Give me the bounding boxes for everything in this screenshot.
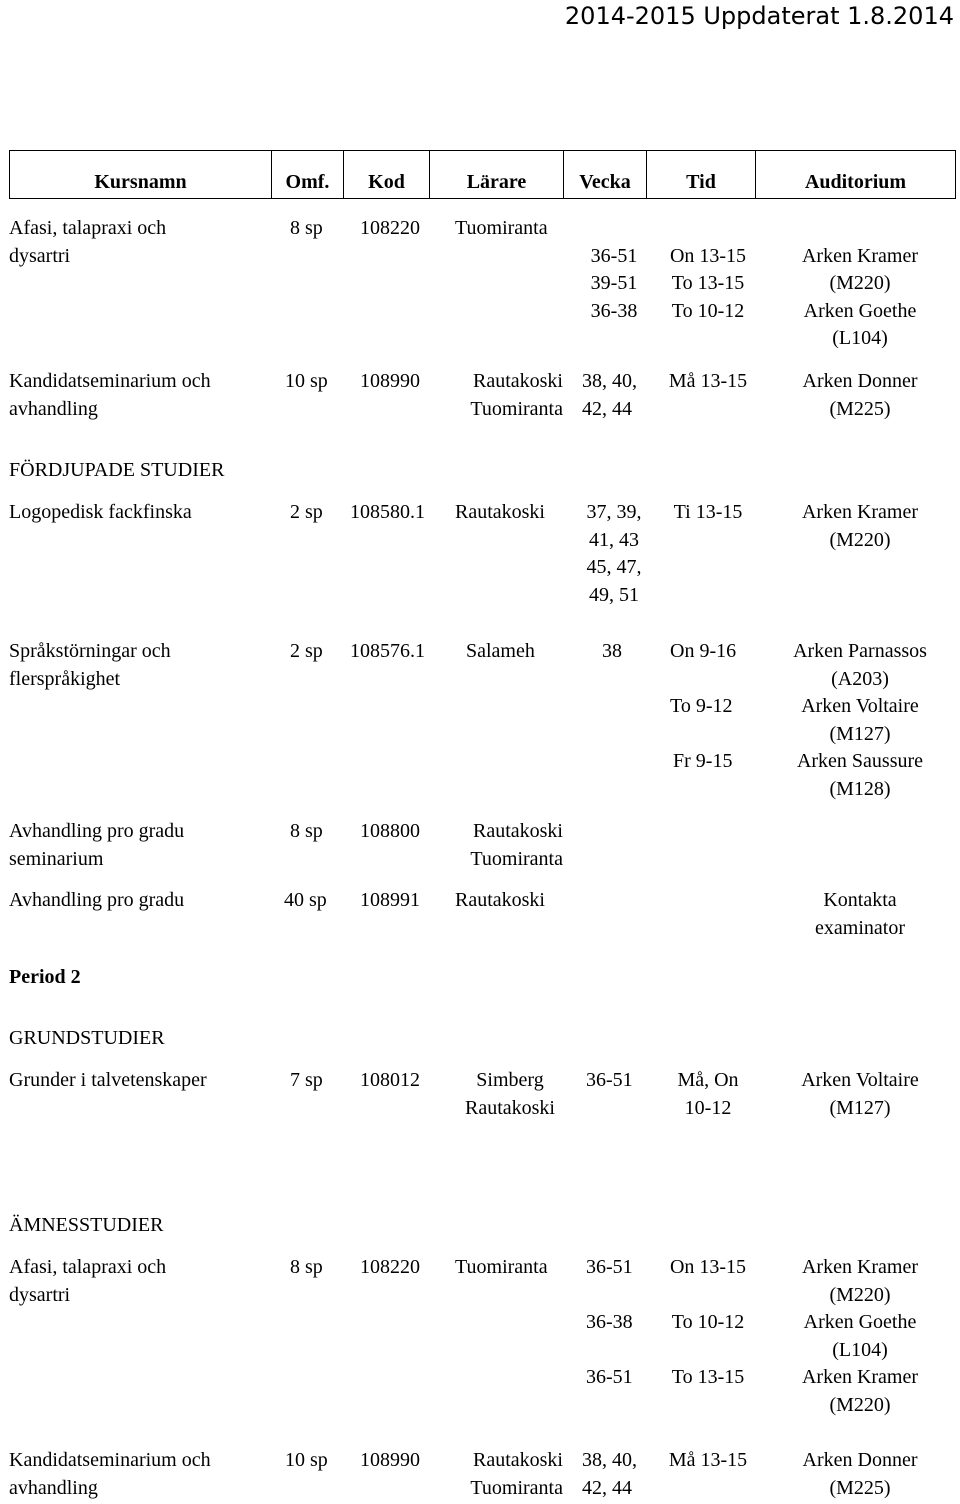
course-omf: 8 sp bbox=[290, 1256, 323, 1278]
course-tid: Må 13-15 bbox=[668, 1449, 748, 1471]
course-vecka-3: 36-51 bbox=[586, 1366, 633, 1388]
column-header-row bbox=[9, 150, 956, 199]
course-omf: 8 sp bbox=[290, 820, 323, 842]
course-name: Grunder i talvetenskaper bbox=[9, 1069, 207, 1091]
course-vecka-1: 36-51 bbox=[586, 1256, 633, 1278]
course-vecka: 37, 39, 41, 43 45, 47, 49, 51 bbox=[586, 501, 642, 606]
course-tid-3: Fr 9-15 bbox=[673, 750, 733, 772]
course-larare: Rautakoski bbox=[455, 501, 545, 523]
course-auditorium: Arken Kramer (M220) Arken Goethe (L104) Arken Kramer (M220) bbox=[801, 1256, 919, 1416]
course-kod: 108800 bbox=[360, 820, 420, 842]
course-kod: 108990 bbox=[360, 370, 420, 392]
course-kod: 108220 bbox=[360, 1256, 420, 1278]
course-larare: Rautakoski Tuomiranta bbox=[470, 370, 563, 420]
course-name: Kandidatseminarium och avhandling bbox=[9, 1449, 211, 1499]
course-omf: 7 sp bbox=[290, 1069, 323, 1091]
col-auditorium: Auditorium bbox=[756, 151, 956, 199]
course-larare: Rautakoski Tuomiranta bbox=[470, 1449, 563, 1499]
course-vecka: 36-51 39-51 36-38 bbox=[590, 244, 638, 322]
course-omf: 10 sp bbox=[285, 370, 328, 392]
course-tid-1: On 13-15 bbox=[669, 1256, 747, 1278]
course-omf: 8 sp bbox=[290, 217, 323, 239]
course-tid-2: To 9-12 bbox=[670, 695, 733, 717]
course-vecka: 38, 40, 42, 44 bbox=[582, 1449, 637, 1499]
col-tid: Tid bbox=[647, 151, 756, 199]
course-tid-2: To 10-12 bbox=[671, 1311, 745, 1333]
course-larare: Rautakoski Tuomiranta bbox=[470, 820, 563, 870]
col-omf: Omf. bbox=[272, 151, 344, 199]
course-name: Avhandling pro gradu bbox=[9, 889, 185, 911]
course-vecka: 36-51 bbox=[586, 1069, 633, 1091]
course-name: Afasi, talapraxi och dysartri bbox=[9, 217, 167, 267]
col-vecka: Vecka bbox=[564, 151, 647, 199]
course-kod: 108012 bbox=[360, 1069, 420, 1091]
section-heading: FÖRDJUPADE STUDIER bbox=[9, 459, 225, 481]
course-tid: Må, On 10-12 bbox=[677, 1069, 739, 1119]
course-auditorium: Arken Donner (M225) bbox=[802, 1449, 918, 1499]
course-tid-3: To 13-15 bbox=[671, 1366, 745, 1388]
col-kursnamn: Kursnamn bbox=[10, 151, 272, 199]
course-larare: Salameh bbox=[466, 640, 535, 662]
course-auditorium: Arken Kramer (M220) bbox=[801, 501, 919, 551]
course-kod: 108220 bbox=[360, 217, 420, 239]
col-kod: Kod bbox=[344, 151, 430, 199]
period-heading: Period 2 bbox=[9, 966, 81, 988]
course-larare: Tuomiranta bbox=[455, 217, 548, 239]
course-name: Språkstörningar och flerspråkighet bbox=[9, 640, 171, 690]
course-auditorium: Kontakta examinator bbox=[815, 889, 905, 939]
course-omf: 2 sp bbox=[290, 501, 323, 523]
course-larare: Rautakoski bbox=[455, 889, 545, 911]
course-omf: 2 sp bbox=[290, 640, 323, 662]
col-larare: Lärare bbox=[430, 151, 564, 199]
course-auditorium: Arken Donner (M225) bbox=[802, 370, 918, 420]
course-larare: Tuomiranta bbox=[455, 1256, 548, 1278]
course-auditorium: Arken Parnassos (A203) Arken Voltaire (M127) Arken Saussure (M128) bbox=[793, 640, 927, 800]
course-vecka: 38, 40, 42, 44 bbox=[582, 370, 637, 420]
course-kod: 108580.1 bbox=[350, 501, 425, 523]
course-kod: 108576.1 bbox=[350, 640, 425, 662]
course-auditorium: Arken Voltaire (M127) bbox=[801, 1069, 919, 1119]
course-tid: Ti 13-15 bbox=[673, 501, 743, 523]
course-name: Afasi, talapraxi och dysartri bbox=[9, 1256, 167, 1306]
course-kod: 108991 bbox=[360, 889, 420, 911]
course-omf: 10 sp bbox=[285, 1449, 328, 1471]
course-name: Logopedisk fackfinska bbox=[9, 501, 192, 523]
section-heading: GRUNDSTUDIER bbox=[9, 1027, 165, 1049]
course-auditorium: Arken Kramer (M220) Arken Goethe (L104) bbox=[801, 244, 919, 349]
course-tid: On 13-15 To 13-15 To 10-12 bbox=[669, 244, 747, 322]
course-tid-1: On 9-16 bbox=[670, 640, 737, 662]
course-larare: Simberg Rautakoski bbox=[465, 1069, 555, 1119]
course-name: Kandidatseminarium och avhandling bbox=[9, 370, 211, 420]
section-heading: ÄMNESSTUDIER bbox=[9, 1214, 164, 1236]
course-kod: 108990 bbox=[360, 1449, 420, 1471]
course-tid: Må 13-15 bbox=[668, 370, 748, 392]
course-vecka-2: 36-38 bbox=[586, 1311, 633, 1333]
course-omf: 40 sp bbox=[284, 889, 327, 911]
course-vecka: 38 bbox=[602, 640, 622, 662]
course-name: Avhandling pro gradu seminarium bbox=[9, 820, 185, 870]
page-header: 2014-2015 Uppdaterat 1.8.2014 bbox=[564, 2, 954, 30]
